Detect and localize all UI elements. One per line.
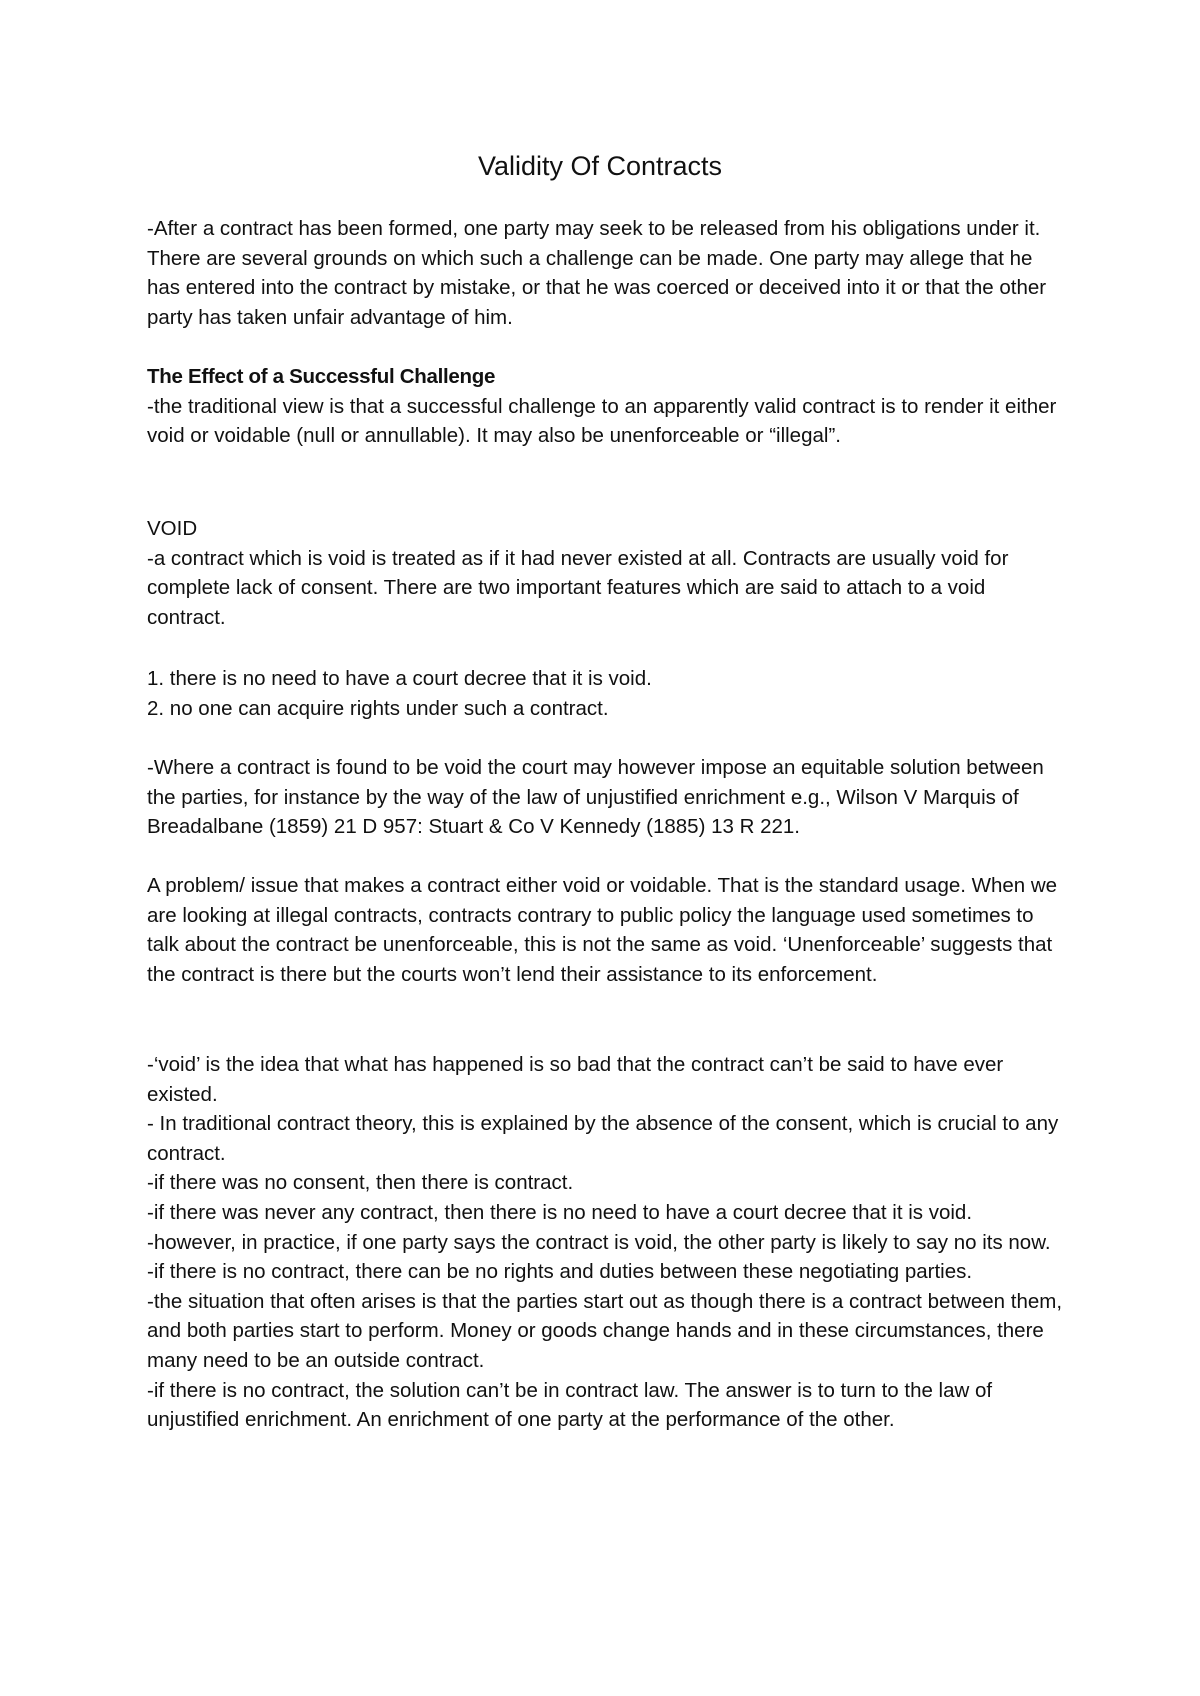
features-list bbox=[147, 664, 1067, 723]
list-item: -however, in practice, if one party says the contract is void, the other party is likely to say no its now. bbox=[147, 1230, 1051, 1254]
document-title: Validity Of Contracts bbox=[477, 151, 723, 181]
list-item: -the situation that often arises is that the parties start out as though there is a contract between them, and both parties start to perform. Money or goods change hands and in these circumstances, there many need to be an outside contract. bbox=[147, 1289, 1063, 1372]
equitable-paragraph bbox=[147, 753, 1067, 842]
equitable-text: -Where a contract is found to be void the court may however impose an equitable solution between the parties, for instance by the way of the law of unjustified enrichment e.g., Wilson V Marquis of Breadalbane (1859) 21 D 957: Stuart & Co V Kennedy (1885) 13 R 221. bbox=[147, 756, 1044, 839]
intro-text: -After a contract has been formed, one party may seek to be released from his obligations under it. There are several grounds on which such a challenge can be made. One party may allege that he has entered into the contract by mistake, or that he was coerced or deceived into it or that the other party has taken unfair advantage of him. bbox=[147, 217, 1047, 329]
void-section bbox=[147, 514, 1067, 632]
list-item: - In traditional contract theory, this is explained by the absence of the consent, which is crucial to any contract. bbox=[147, 1112, 1059, 1165]
list-item: 1. there is no need to have a court decree that it is void. bbox=[147, 667, 652, 690]
points-list bbox=[147, 1050, 1067, 1435]
effect-heading: The Effect of a Successful Challenge bbox=[147, 365, 496, 388]
list-item: -if there is no contract, the solution can’t be in contract law. The answer is to turn to the law of unjustified enrichment. An enrichment of one party at the performance of the other. bbox=[147, 1378, 993, 1432]
effect-section bbox=[147, 362, 1067, 451]
effect-text: -the traditional view is that a successful challenge to an apparently valid contract is to render it either void or voidable (null or annullable). It may also be unenforceable or “illegal”. bbox=[147, 394, 1057, 448]
void-text: -a contract which is void is treated as if it had never existed at all. Contracts are usually void for complete lack of consent. There are two important features which are said to attach to a void contract. bbox=[147, 546, 1009, 629]
problem-paragraph bbox=[147, 871, 1067, 989]
void-heading: VOID bbox=[147, 517, 198, 540]
list-item: -if there was never any contract, then there is no need to have a court decree that it is void. bbox=[147, 1200, 973, 1224]
list-item: -if there is no contract, there can be no rights and duties between these negotiating parties. bbox=[147, 1260, 973, 1284]
list-item: -‘void’ is the idea that what has happened is so bad that the contract can’t be said to have ever existed. bbox=[147, 1053, 1004, 1106]
list-item: -if there was no consent, then there is contract. bbox=[147, 1171, 574, 1195]
list-item: 2. no one can acquire rights under such a contract. bbox=[147, 696, 609, 720]
intro-paragraph bbox=[147, 214, 1067, 332]
problem-text: A problem/ issue that makes a contract either void or voidable. That is the standard usage. When we are looking at illegal contracts, contracts contrary to public policy the language used sometimes to talk about the contract be unenforceable, this is not the same as void. ‘Unenforceable’ suggests that the contract is there but the courts won’t lend their assistance to its enforcement. bbox=[147, 874, 1058, 986]
